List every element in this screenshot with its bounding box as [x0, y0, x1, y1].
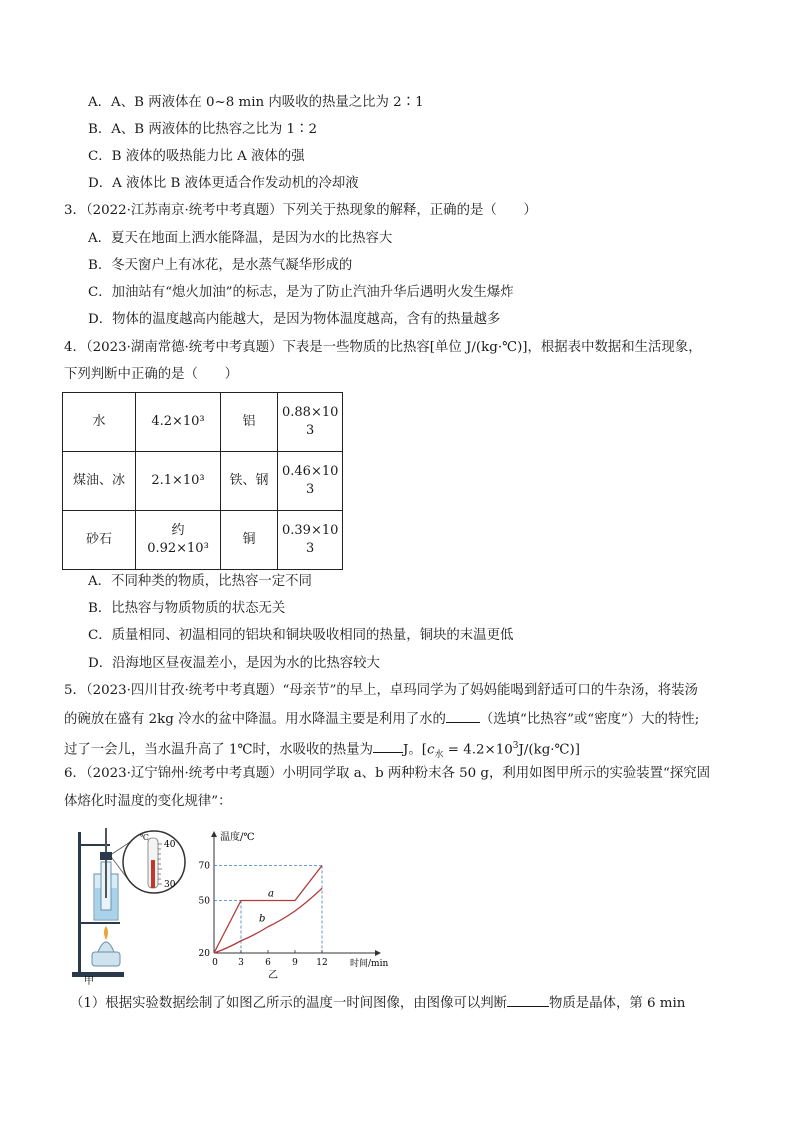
x-axis-label: 时间/min: [350, 959, 389, 969]
alcohol-lamp-icon: [98, 942, 114, 952]
q4-option-b: B．比热容与物质物质的状态无关: [88, 601, 286, 616]
q5-stem-line2: 的碗放在盛有 2kg 冷水的盆中降温。用水降温主要是利用了水的 （选填“比热容”或“密度”）大的特性;: [64, 708, 699, 730]
x-tick-label: 6: [265, 958, 271, 968]
stand-base: [72, 972, 124, 977]
table-cell-value: 0.39×10 3: [278, 511, 343, 570]
answer-blank: [507, 992, 549, 1007]
figure-label-yi: 乙: [268, 970, 278, 981]
table-cell-value: 0.88×10 3: [278, 393, 343, 452]
q3-option-b: B．冬天窗户上有冰花，是水蒸气凝华形成的: [88, 258, 353, 273]
thermometer-tick-label: 30: [164, 880, 176, 890]
q2-option-a: A．A、B 两液体在 0~8 min 内吸收的热量之比为 2∶1: [88, 95, 424, 110]
q3-option-a: A．夏天在地面上洒水能降温，是因为水的比热容大: [88, 231, 393, 246]
table-cell-value: 2.1×10³: [136, 452, 221, 511]
x-tick-label: 3: [238, 958, 244, 968]
curve-a-label: a: [268, 888, 274, 900]
x-tick-label: 0: [212, 958, 218, 968]
y-tick-label: 20: [198, 949, 210, 959]
stand-rod: [78, 832, 81, 972]
q2-option-b: B．A、B 两液体的比热容之比为 1∶2: [88, 122, 317, 137]
curves: [214, 866, 322, 954]
q5-stem-line3: 过了一会儿，当水温升高了 1℃时，水吸收的热量为 J。[$c_水$ = $4.2\times 10^3J/(kg\cdot℃)$]: [64, 736, 580, 765]
q4-option-d: D．沿海地区昼夜温差小，是因为水的比热容较大: [88, 656, 380, 671]
flame-icon: [104, 926, 108, 940]
q6-stem-line2: 体熔化时温度的变化规律”：: [64, 794, 232, 809]
y-tick-label: 50: [198, 896, 210, 907]
thermometer-unit: ℃: [140, 833, 149, 842]
table-cell-substance: 煤油、冰: [63, 452, 136, 511]
q4-stem-line2: 下列判断中正确的是（ ）: [64, 367, 239, 382]
q4-option-a: A．不同种类的物质，比热容一定不同: [88, 574, 312, 589]
q6-stem-line1: 6．（2023·辽宁锦州·统考中考真题）小明同学取 a、b 两种粉末各 50 g，利用如图甲所示的实验装置“探究固: [64, 766, 711, 781]
thermometer-stem: [105, 828, 107, 898]
q3-option-d: D．物体的温度越高内能越大，是因为物体温度越高，含有的热量越多: [88, 312, 501, 327]
q3-option-c: C．加油站有“熄火加油”的标志，是为了防止汽油升华后遇明火发生爆炸: [88, 285, 514, 300]
thermometer-tick-label: 40: [164, 840, 176, 850]
mercury-column: [151, 860, 155, 888]
y-tick-label: 70: [198, 861, 210, 872]
x-tick-label: 9: [292, 958, 298, 968]
q4-option-c: C．质量相同、初温相同的铝块和铜块吸收相同的热量，铜块的末温更低: [88, 628, 514, 643]
q2-option-c: C．B 液体的吸热能力比 A 液体的强: [88, 149, 305, 164]
q4-stem-line1: 4．（2023·湖南常德·统考中考真题）下表是一些物质的比热容[单位 J/(kg·℃)]，根据表中数据和生活现象，: [64, 340, 702, 355]
table-cell-substance: 铁、钢: [221, 452, 278, 511]
table-cell-substance: 铜: [221, 511, 278, 570]
specific-heat-table: [62, 392, 343, 570]
q5-stem-line1: 5．（2023·四川甘孜·统考中考真题）“母亲节”的早上，卓玛同学为了妈妈能喝到舒适可口的牛杂汤，将装汤: [64, 683, 698, 698]
table-cell-substance: 砂石: [63, 511, 136, 570]
temperature-time-graph: [190, 826, 400, 982]
y-ticks: [199, 862, 211, 960]
curve-b-label: b: [259, 913, 266, 925]
apparatus-figure: [64, 822, 204, 987]
table-cell-substance: 水: [63, 393, 136, 452]
table-cell-value: 约 0.92×10³: [136, 511, 221, 570]
table-row: [63, 511, 343, 570]
table-cell-substance: 铝: [221, 393, 278, 452]
answer-blank: [446, 708, 480, 723]
table-row: [63, 452, 343, 511]
q2-option-d: D．A 液体比 B 液体更适合作发动机的冷却液: [88, 176, 359, 191]
table-cell-value: 4.2×10³: [136, 393, 221, 452]
answer-blank: [373, 738, 403, 753]
table-row: [63, 393, 343, 452]
x-tick-label: 12: [316, 958, 328, 968]
lamp-body: [92, 952, 120, 966]
ring-support: [80, 922, 120, 924]
q6-sub1: （1）根据实验数据绘制了如图乙所示的温度一时间图像，由图像可以判断 物质是晶体，第 6 min: [70, 992, 685, 1014]
table-cell-value: 0.46×10 3: [278, 452, 343, 511]
clamp: [100, 852, 112, 860]
guide-lines: [214, 866, 322, 954]
figure-label-jia: 甲: [84, 976, 94, 987]
q3-stem: 3．（2022·江苏南京·统考中考真题）下列关于热现象的解释，正确的是（ ）: [64, 203, 537, 218]
curve-a-line: [214, 866, 322, 954]
y-axis-label: 温度/℃: [220, 832, 255, 843]
